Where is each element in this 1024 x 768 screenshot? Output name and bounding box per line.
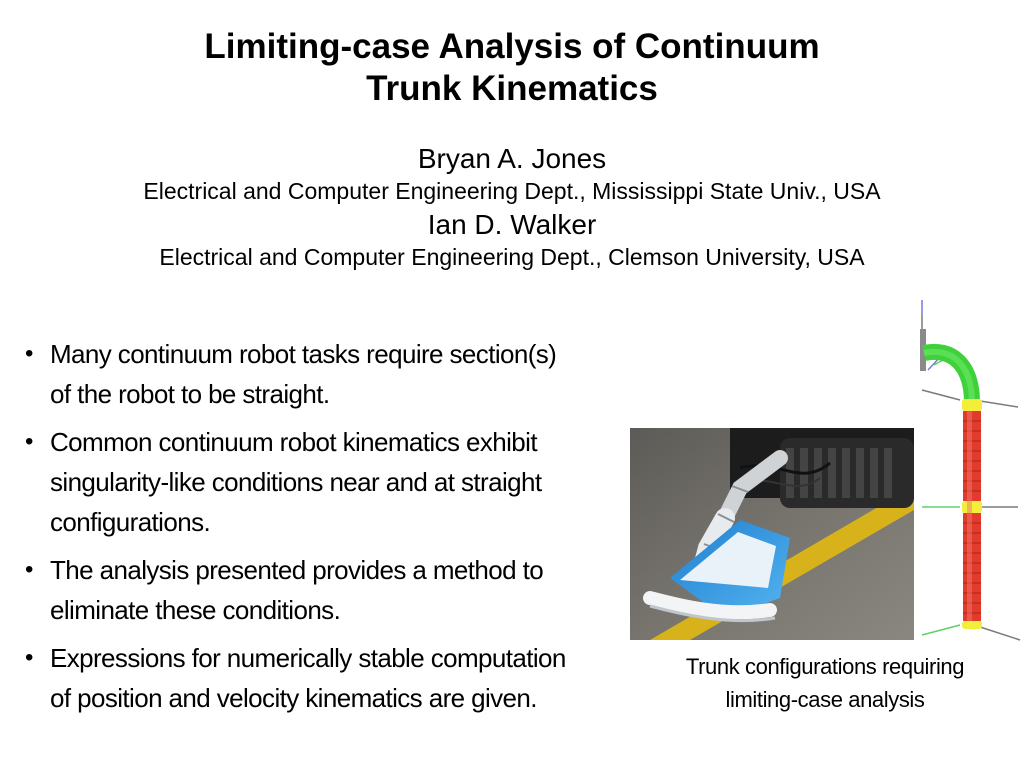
bullet-1-line-2: of the robot to be straight. xyxy=(50,379,330,409)
bullet-list xyxy=(25,334,665,726)
bullet-1-line-1: Many continuum robot tasks require section(s) xyxy=(50,339,557,369)
author-name-1: Bryan A. Jones xyxy=(417,143,607,174)
slide-title xyxy=(0,26,1024,110)
bullet-4-line-2: of position and velocity kinematics are given. xyxy=(50,683,537,713)
caption-line-1: Trunk configurations requiring xyxy=(685,654,965,679)
author-block xyxy=(0,142,1024,274)
title-line-2: Trunk Kinematics xyxy=(366,69,658,108)
author-name-2: Ian D. Walker xyxy=(427,209,597,240)
bullet-item-3 xyxy=(25,550,665,630)
caption-line-2: limiting-case analysis xyxy=(725,687,925,712)
bullet-4-line-1: Expressions for numerically stable computation xyxy=(50,643,566,673)
bullet-3-line-1: The analysis presented provides a method to xyxy=(50,555,544,585)
bullet-2-line-1: Common continuum robot kinematics exhibit xyxy=(50,427,537,457)
figure-caption xyxy=(650,650,1000,716)
bullet-2-line-2: singularity-like conditions near and at straight xyxy=(50,467,542,497)
title-line-1: Limiting-case Analysis of Continuum xyxy=(204,27,820,66)
robot-photo xyxy=(630,428,914,640)
author-affiliation-1: Electrical and Computer Engineering Dept., Mississippi State Univ., USA xyxy=(143,178,881,204)
bullet-2-line-3: configurations. xyxy=(50,507,211,537)
bullet-item-2 xyxy=(25,422,665,542)
bullet-item-1 xyxy=(25,334,665,414)
trunk-simulation-figure xyxy=(912,295,1024,645)
bullet-item-4 xyxy=(25,638,665,718)
bullet-3-line-2: eliminate these conditions. xyxy=(50,595,341,625)
author-affiliation-2: Electrical and Computer Engineering Dept., Clemson University, USA xyxy=(159,244,865,270)
